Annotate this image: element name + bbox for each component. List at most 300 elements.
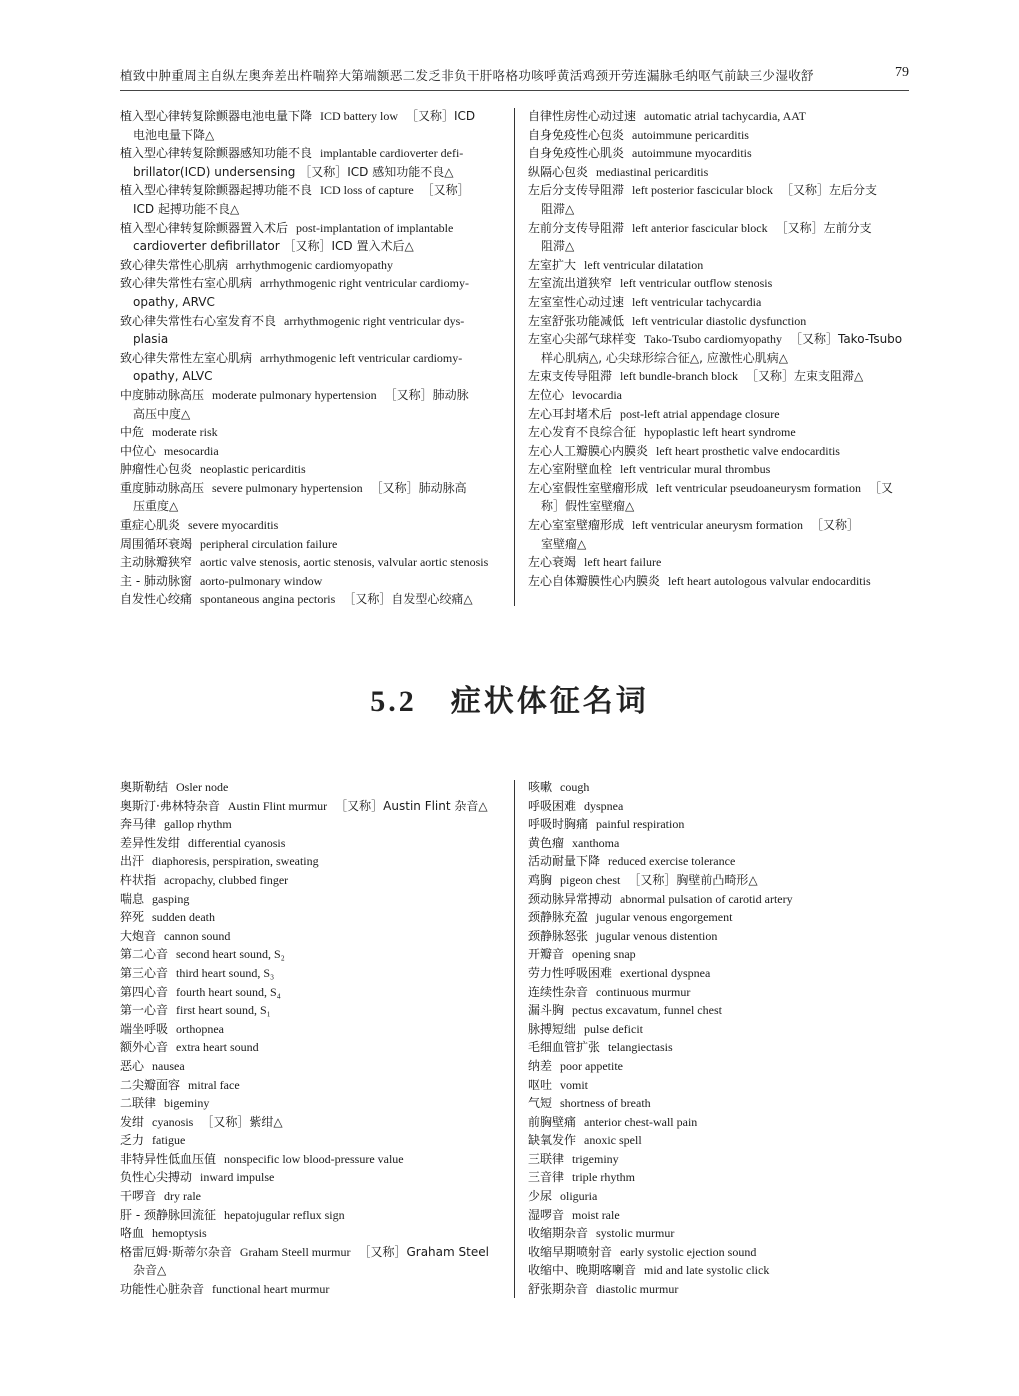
term-continuation: 杂音△ <box>133 1263 167 1278</box>
term-chinese: 呼吸时胸痛 <box>528 817 589 832</box>
term-english: gasping <box>152 891 190 906</box>
term-entry <box>120 890 505 909</box>
page-number: 79 <box>895 65 909 80</box>
term-entry <box>120 535 505 554</box>
header-rule <box>120 90 909 91</box>
term-entry <box>120 107 505 144</box>
term-chinese: 左室室性心动过速 <box>528 294 625 309</box>
term-chinese: 左心室假性室壁瘤形成 <box>528 480 649 495</box>
term-entry <box>528 1206 913 1225</box>
term-chinese: 湿啰音 <box>528 1207 565 1222</box>
term-english: peripheral circulation failure <box>200 536 338 551</box>
term-chinese: 呕吐 <box>528 1077 553 1092</box>
term-english: cyanosis <box>152 1114 194 1129</box>
term-entry <box>120 181 505 218</box>
term-entry <box>120 590 505 609</box>
term-entry <box>120 274 505 311</box>
term-entry <box>120 219 505 256</box>
term-entry <box>528 107 913 126</box>
term-entry <box>120 144 505 181</box>
term-chinese: 非特异性低血压值 <box>120 1151 217 1166</box>
term-english: orthopnea <box>176 1021 224 1036</box>
term-chinese: 致心律失常性右心室发育不良 <box>120 313 277 328</box>
term-english: abnormal pulsation of carotid artery <box>620 891 793 906</box>
term-english: second heart sound, S₂ <box>176 947 285 962</box>
term-alias-note: ［又称］Tako-Tsubo <box>789 332 903 347</box>
term-entry <box>528 1168 913 1187</box>
term-english: Austin Flint murmur <box>227 798 328 813</box>
term-english: left ventricular aneurysm formation <box>632 518 803 533</box>
running-header <box>120 66 909 88</box>
term-english: Osler node <box>176 780 229 794</box>
term-entry <box>120 1224 505 1243</box>
term-entry <box>528 516 913 553</box>
term-chinese: 左心人工瓣膜心内膜炎 <box>528 443 649 458</box>
term-english: left posterior fascicular block <box>632 183 773 198</box>
term-chinese: 猝死 <box>120 910 145 925</box>
term-entry <box>528 1187 913 1206</box>
term-chinese: 鸡胸 <box>528 872 553 887</box>
term-chinese: 中危 <box>120 425 145 440</box>
term-chinese: 致心律失常性左室心肌病 <box>120 350 253 365</box>
term-entry <box>120 1057 505 1076</box>
term-alias-note: ［又称］肺动脉高 <box>370 480 467 495</box>
term-english: jugular venous distention <box>596 928 718 943</box>
term-entry <box>120 460 505 479</box>
term-chinese: 喘息 <box>120 891 145 906</box>
section-title-text: 症状体征名词 <box>450 684 649 719</box>
term-alias-note: ［又称］左束支阻滞△ <box>745 369 864 384</box>
term-english: arrhythmogenic left ventricular cardiomy- <box>260 350 463 365</box>
term-chinese: 左心耳封堵术后 <box>528 406 613 421</box>
term-chinese: 发绀 <box>120 1114 145 1129</box>
term-english: cannon sound <box>164 928 231 943</box>
term-continuation: ICD 起搏功能不良△ <box>133 201 240 216</box>
term-entry <box>528 256 913 275</box>
term-english: anoxic spell <box>584 1133 642 1148</box>
term-chinese: 出汗 <box>120 854 145 869</box>
term-continuation: 阻滞△ <box>541 239 575 254</box>
term-english: third heart sound, S₃ <box>176 965 275 980</box>
term-english: anterior chest-wall pain <box>584 1114 698 1129</box>
term-chinese: 左室扩大 <box>528 257 577 272</box>
term-english: functional heart murmur <box>212 1282 330 1297</box>
term-alias-note: ［又称］左前分支 <box>775 220 872 235</box>
term-entry <box>120 778 505 797</box>
term-entry <box>120 1020 505 1039</box>
term-chinese: 中位心 <box>120 443 157 458</box>
term-entry <box>120 1131 505 1150</box>
term-english: diaphoresis, perspiration, sweating <box>152 854 319 869</box>
term-chinese: 第四心音 <box>120 984 169 999</box>
term-chinese: 连续性杂音 <box>528 984 589 999</box>
term-entry <box>120 1076 505 1095</box>
term-continuation: 高压中度△ <box>133 406 191 421</box>
term-english: neoplastic pericarditis <box>200 462 306 477</box>
term-english: extra heart sound <box>176 1040 259 1055</box>
term-english: ICD battery low <box>320 109 398 123</box>
term-english: fatigue <box>152 1133 186 1148</box>
term-chinese: 开瓣音 <box>528 947 565 962</box>
term-english: exertional dyspnea <box>620 965 711 980</box>
term-entry <box>120 1150 505 1169</box>
top-left-column <box>120 107 505 609</box>
term-chinese: 左室流出道狭窄 <box>528 276 613 291</box>
term-chinese: 第二心音 <box>120 947 169 962</box>
term-entry <box>120 349 505 386</box>
term-entry <box>528 1280 913 1299</box>
term-chinese: 舒张期杂音 <box>528 1282 589 1297</box>
term-english: telangiectasis <box>608 1040 673 1055</box>
term-english: ICD loss of capture <box>320 183 414 198</box>
term-english: early systolic ejection sound <box>620 1244 757 1259</box>
term-chinese: 第三心音 <box>120 965 169 980</box>
term-english: left ventricular tachycardia <box>632 294 762 309</box>
term-entry <box>528 293 913 312</box>
term-english: triple rhythm <box>572 1170 636 1185</box>
term-chinese: 黄色瘤 <box>528 835 565 850</box>
term-entry <box>120 815 505 834</box>
term-chinese: 自发性心绞痛 <box>120 592 193 607</box>
term-chinese: 周围循环衰竭 <box>120 536 193 551</box>
term-entry <box>528 1150 913 1169</box>
term-chinese: 三联律 <box>528 1151 565 1166</box>
term-english: xanthoma <box>572 835 620 850</box>
term-english: hypoplastic left heart syndrome <box>644 425 796 440</box>
term-english: implantable cardioverter defi- <box>320 146 464 161</box>
header-index-strip: 植致中肿重周主自纵左奥奔差出杵喘猝大第端额恶二发乏非负干肝咯格功咳呼黄活鸡颈开劳连漏脉毛纳呕气前缺三少湿收舒 <box>120 68 814 83</box>
term-entry <box>528 1113 913 1132</box>
term-english: left heart autologous valvular endocarditis <box>668 573 871 588</box>
term-continuation: 室壁瘤△ <box>541 536 587 551</box>
term-entry <box>528 834 913 853</box>
term-english: left ventricular pseudoaneurysm formation <box>656 480 861 495</box>
term-entry <box>528 1094 913 1113</box>
term-chinese: 左室舒张功能减低 <box>528 313 625 328</box>
term-entry <box>528 181 913 218</box>
term-entry <box>528 423 913 442</box>
term-english: dry rale <box>164 1189 201 1204</box>
term-entry <box>120 1243 505 1280</box>
term-entry <box>528 219 913 256</box>
term-continuation: 阻滞△ <box>541 201 575 216</box>
term-english: mediastinal pericarditis <box>596 164 709 179</box>
term-chinese: 植入型心律转复除颤器置入术后 <box>120 220 289 235</box>
term-entry <box>120 927 505 946</box>
term-english: systolic murmur <box>596 1226 675 1241</box>
term-chinese: 主 - 肺动脉窗 <box>120 573 192 588</box>
term-chinese: 乏力 <box>120 1133 145 1148</box>
term-entry <box>528 442 913 461</box>
term-chinese: 植入型心律转复除颤器感知功能不良 <box>120 146 313 161</box>
term-english: hepatojugular reflux sign <box>223 1207 345 1222</box>
term-entry <box>120 572 505 591</box>
term-entry <box>120 834 505 853</box>
term-alias-note: ［又称］紫绀△ <box>201 1114 283 1129</box>
column-divider-top <box>514 108 515 606</box>
term-entry <box>120 1280 505 1299</box>
term-english: dyspnea <box>584 798 624 813</box>
term-chinese: 少尿 <box>528 1189 553 1204</box>
section-title <box>0 676 1019 720</box>
term-english: spontaneous angina pectoris <box>200 592 336 607</box>
term-chinese: 中度肺动脉高压 <box>120 387 205 402</box>
term-chinese: 自身免疫性心包炎 <box>528 127 625 142</box>
term-english: reduced exercise tolerance <box>608 854 736 869</box>
term-chinese: 负性心尖搏动 <box>120 1170 193 1185</box>
term-english: oliguria <box>560 1189 598 1204</box>
term-chinese: 前胸壁痛 <box>528 1114 577 1129</box>
term-english: post-implantation of implantable <box>296 220 454 235</box>
bottom-left-column <box>120 778 505 1299</box>
term-english: arrhythmogenic right ventricular cardiomy- <box>260 276 469 291</box>
term-english: trigeminy <box>572 1151 619 1166</box>
term-english: moderate pulmonary hypertension <box>212 387 377 402</box>
term-english: fourth heart sound, S₄ <box>176 984 281 999</box>
term-english: automatic atrial tachycardia, AAT <box>644 109 806 123</box>
term-entry <box>528 871 913 890</box>
term-english: nausea <box>152 1058 185 1073</box>
term-chinese: 脉搏短绌 <box>528 1021 577 1036</box>
term-english: continuous murmur <box>596 984 691 999</box>
term-chinese: 肝 - 颈静脉回流征 <box>120 1207 216 1222</box>
term-chinese: 左心室附壁血栓 <box>528 462 613 477</box>
term-english: vomit <box>560 1077 589 1092</box>
term-entry <box>120 797 505 816</box>
term-entry <box>528 908 913 927</box>
term-entry <box>528 126 913 145</box>
term-continuation: opathy, ARVC <box>133 294 215 309</box>
term-continuation: brillator(ICD) undersensing ［又称］ICD 感知功能不良△ <box>133 164 454 179</box>
term-chinese: 差异性发绀 <box>120 835 181 850</box>
bottom-right-column <box>528 778 913 1299</box>
term-english: severe pulmonary hypertension <box>212 480 363 495</box>
term-chinese: 大炮音 <box>120 928 157 943</box>
term-entry <box>528 405 913 424</box>
term-entry <box>528 852 913 871</box>
term-chinese: 干啰音 <box>120 1189 157 1204</box>
term-entry <box>528 1020 913 1039</box>
term-english: moderate risk <box>152 425 218 440</box>
term-english: pulse deficit <box>584 1021 643 1036</box>
term-alias-note: ［又称］ <box>421 183 470 198</box>
term-chinese: 奔马律 <box>120 817 157 832</box>
term-chinese: 二联律 <box>120 1096 157 1111</box>
term-english: first heart sound, S₁ <box>176 1003 271 1018</box>
term-entry <box>528 1076 913 1095</box>
term-entry <box>528 927 913 946</box>
term-english: opening snap <box>572 947 636 962</box>
term-chinese: 左心室室壁瘤形成 <box>528 518 625 533</box>
term-entry <box>120 516 505 535</box>
term-entry <box>528 1261 913 1280</box>
term-english: left ventricular mural thrombus <box>620 462 771 477</box>
top-right-column <box>528 107 913 590</box>
term-chinese: 左心自体瓣膜性心内膜炎 <box>528 573 661 588</box>
term-english: nonspecific low blood-pressure value <box>224 1151 404 1166</box>
term-english: left ventricular dilatation <box>584 257 704 272</box>
term-chinese: 端坐呼吸 <box>120 1021 169 1036</box>
term-chinese: 收缩期杂音 <box>528 1226 589 1241</box>
term-entry <box>120 312 505 349</box>
term-alias-note: ［又称］胸壁前凸畸形△ <box>628 872 758 887</box>
term-entry <box>528 1224 913 1243</box>
term-chinese: 左位心 <box>528 387 565 402</box>
term-entry <box>120 1038 505 1057</box>
term-chinese: 左心发育不良综合征 <box>528 425 637 440</box>
term-chinese: 致心律失常性右室心肌病 <box>120 276 253 291</box>
term-chinese: 植入型心律转复除颤器电池电量下降 <box>120 109 313 123</box>
term-chinese: 杵状指 <box>120 872 157 887</box>
term-entry <box>120 852 505 871</box>
term-entry <box>528 1057 913 1076</box>
term-entry <box>528 890 913 909</box>
term-entry <box>528 797 913 816</box>
term-alias-note: ［又称］ICD <box>406 109 476 123</box>
term-english: autoimmune myocarditis <box>632 146 752 161</box>
term-english: sudden death <box>152 910 215 925</box>
term-chinese: 缺氧发作 <box>528 1133 577 1148</box>
term-entry <box>528 815 913 834</box>
term-english: acropachy, clubbed finger <box>164 872 289 887</box>
term-chinese: 呼吸困难 <box>528 798 577 813</box>
term-alias-note: ［又称］左后分支 <box>780 183 877 198</box>
term-english: autoimmune pericarditis <box>632 127 749 142</box>
term-chinese: 植入型心律转复除颤器起搏功能不良 <box>120 183 313 198</box>
term-chinese: 纳差 <box>528 1058 553 1073</box>
term-english: hemoptysis <box>152 1226 207 1241</box>
term-english: levocardia <box>572 387 622 402</box>
term-entry <box>528 163 913 182</box>
term-entry <box>120 479 505 516</box>
term-english: Tako-Tsubo cardiomyopathy <box>644 332 782 347</box>
term-entry <box>528 983 913 1002</box>
term-chinese: 左前分支传导阻滞 <box>528 220 625 235</box>
term-continuation: plasia <box>133 332 169 347</box>
term-chinese: 格雷厄姆·斯蒂尔杂音 <box>120 1244 232 1259</box>
term-english: left anterior fascicular block <box>632 220 768 235</box>
term-entry <box>528 367 913 386</box>
term-english: severe myocarditis <box>188 518 279 533</box>
term-english: left heart prosthetic valve endocarditis <box>656 443 840 458</box>
term-entry <box>528 386 913 405</box>
term-chinese: 左室心尖部气球样变 <box>528 332 637 347</box>
term-entry <box>120 442 505 461</box>
term-chinese: 收缩早期喷射音 <box>528 1244 613 1259</box>
section-number: 5.2 <box>370 685 417 718</box>
term-english: Graham Steell murmur <box>239 1244 351 1259</box>
term-english: diastolic murmur <box>596 1282 679 1297</box>
term-entry <box>120 256 505 275</box>
term-continuation: 称］假性室壁瘤△ <box>541 499 635 514</box>
term-entry <box>120 1001 505 1020</box>
term-chinese: 颈静脉怒张 <box>528 928 589 943</box>
term-english: left ventricular diastolic dysfunction <box>632 313 807 328</box>
term-english: mesocardia <box>164 443 219 458</box>
term-chinese: 奥斯汀·弗林特杂音 <box>120 798 220 813</box>
term-alias-note: ［又称］Graham Steel <box>358 1244 489 1259</box>
term-entry <box>528 1131 913 1150</box>
term-english: painful respiration <box>596 817 685 832</box>
term-continuation: 样心肌病△, 心尖球形综合征△, 应激性心肌病△ <box>541 350 788 365</box>
term-chinese: 肿瘤性心包炎 <box>120 462 193 477</box>
term-english: shortness of breath <box>560 1096 651 1111</box>
term-entry <box>528 1001 913 1020</box>
term-entry <box>120 386 505 423</box>
term-entry <box>120 553 505 572</box>
term-entry <box>528 945 913 964</box>
term-english: post-left atrial appendage closure <box>620 406 780 421</box>
term-chinese: 纵隔心包炎 <box>528 164 589 179</box>
term-english: bigeminy <box>164 1096 210 1111</box>
term-english: mitral face <box>188 1077 240 1092</box>
term-chinese: 额外心音 <box>120 1040 169 1055</box>
term-english: mid and late systolic click <box>644 1263 770 1278</box>
term-chinese: 主动脉瓣狭窄 <box>120 555 193 570</box>
term-continuation: cardioverter defibrillator ［又称］ICD 置入术后△ <box>133 239 414 254</box>
term-english: left bundle-branch block <box>620 369 738 384</box>
term-alias-note: ［又称］自发型心绞痛△ <box>343 592 473 607</box>
term-entry <box>528 479 913 516</box>
term-english: differential cyanosis <box>188 835 286 850</box>
term-chinese: 自律性房性心动过速 <box>528 109 637 123</box>
term-entry <box>528 1243 913 1262</box>
term-english: cough <box>560 780 590 794</box>
column-divider-bottom <box>514 780 515 1298</box>
term-entry <box>120 423 505 442</box>
term-entry <box>120 1206 505 1225</box>
term-chinese: 颈静脉充盈 <box>528 910 589 925</box>
term-entry <box>120 1113 505 1132</box>
term-chinese: 重症心肌炎 <box>120 518 181 533</box>
term-entry <box>528 460 913 479</box>
term-entry <box>528 572 913 591</box>
term-chinese: 气短 <box>528 1096 553 1111</box>
term-english: pectus excavatum, funnel chest <box>572 1003 722 1018</box>
term-chinese: 咳嗽 <box>528 780 553 794</box>
term-english: aorto-pulmonary window <box>199 573 323 588</box>
term-entry <box>528 778 913 797</box>
term-alias-note: ［又 <box>868 480 893 495</box>
term-chinese: 致心律失常性心肌病 <box>120 257 229 272</box>
term-entry <box>120 1187 505 1206</box>
term-english: left heart failure <box>584 555 662 570</box>
term-chinese: 重度肺动脉高压 <box>120 480 205 495</box>
term-entry <box>528 144 913 163</box>
term-chinese: 毛细血管扩张 <box>528 1040 601 1055</box>
term-chinese: 漏斗胸 <box>528 1003 565 1018</box>
term-chinese: 奥斯勒结 <box>120 780 169 794</box>
term-chinese: 收缩中、晚期喀喇音 <box>528 1263 637 1278</box>
term-continuation: 电池电量下降△ <box>133 127 215 142</box>
term-chinese: 颈动脉异常搏动 <box>528 891 613 906</box>
term-entry <box>528 274 913 293</box>
term-alias-note: ［又称］Austin Flint 杂音△ <box>335 798 488 813</box>
term-english: inward impulse <box>200 1170 275 1185</box>
term-chinese: 恶心 <box>120 1058 145 1073</box>
term-entry <box>120 1168 505 1187</box>
term-entry <box>120 983 505 1002</box>
term-english: left ventricular outflow stenosis <box>620 276 773 291</box>
term-english: gallop rhythm <box>164 817 232 832</box>
term-english: moist rale <box>572 1207 620 1222</box>
term-alias-note: ［又称］肺动脉 <box>384 387 469 402</box>
term-entry <box>528 1038 913 1057</box>
term-continuation: opathy, ALVC <box>133 369 213 384</box>
term-entry <box>528 553 913 572</box>
term-chinese: 功能性心脏杂音 <box>120 1282 205 1297</box>
term-english: pigeon chest <box>560 872 621 887</box>
